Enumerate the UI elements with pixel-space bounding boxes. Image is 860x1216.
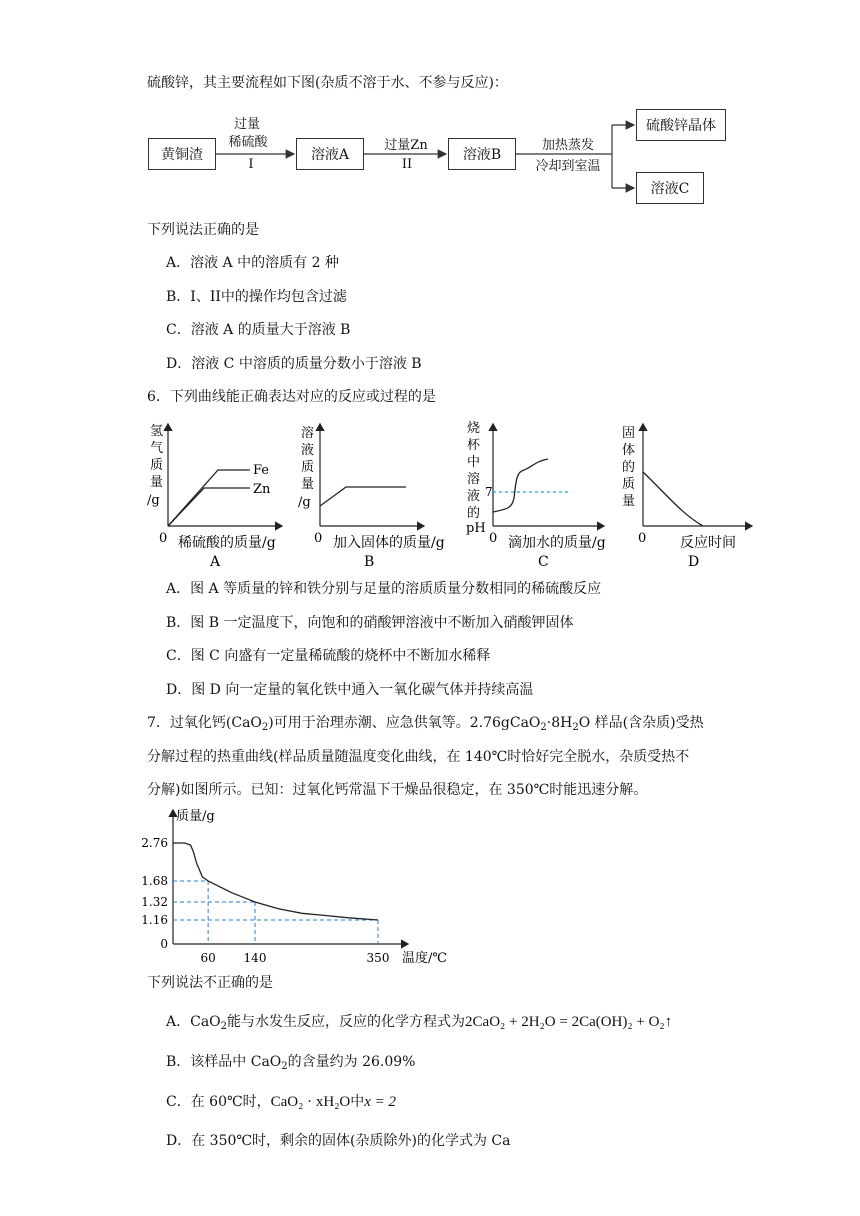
graph-c — [466, 420, 606, 570]
q7-line-3: 分解)如图所示。已知：过氧化钙常温下干燥品很稳定，在 350℃时能迅速分解。 — [147, 782, 648, 798]
tg-y-tick-label: 1.16 — [141, 913, 168, 927]
q5-option-a: A．溶液 A 中的溶质有 2 种 — [166, 255, 339, 271]
flow-box-raw: 黄铜渣 — [148, 138, 216, 170]
q7-opt-b-post: 的含量约为 26.09% — [287, 1054, 416, 1070]
flow-box-solution-b: 溶液B — [448, 138, 516, 170]
q7-sub-2: 2 — [540, 722, 547, 733]
graph-a — [147, 424, 282, 570]
tg-x-tick-labels — [201, 951, 390, 965]
graph-b-ylabel-3: 量 — [301, 477, 315, 492]
q7-opt-c-eq: x = 2 — [364, 1094, 397, 1110]
q7-line1-b: )可用于治理赤潮、应急供氧等。2.76gCaO — [268, 715, 541, 731]
graph-b-ylabel-2: 质 — [301, 460, 315, 475]
q7-option-a — [166, 1012, 672, 1032]
graph-c-ylabel-4: 液 — [467, 489, 481, 504]
q7-option-d: D．在 350℃时，剩余的固体(杂质除外)的化学式为 Ca — [166, 1133, 511, 1149]
graph-c-curve — [493, 459, 548, 512]
q7-opt-a-mid: 能与水发生反应，反应的化学方程式为 — [227, 1014, 466, 1030]
graph-c-ylabel-6: pH — [466, 521, 486, 536]
graph-d-origin: 0 — [638, 531, 647, 546]
graph-a-letter: A — [210, 554, 221, 570]
q7-opt-c-pre: C．在 60℃时， — [166, 1094, 271, 1110]
q7-line1-c: ·8H — [546, 715, 573, 731]
graph-b-letter: B — [364, 554, 375, 570]
q7-opt-c-formula: CaO₂ · xH₂O — [270, 1094, 351, 1110]
graph-b-ylabel-0: 溶 — [301, 426, 315, 441]
q6-option-b: B．图 B 一定温度下，向饱和的硝酸钾溶液中不断加入硝酸钾固体 — [166, 615, 574, 631]
q7-option-b — [166, 1052, 416, 1072]
q7-opt-b-pre: B．该样品中 CaO — [166, 1054, 282, 1070]
tg-xlabel: 温度/℃ — [402, 951, 447, 966]
graph-d-ylabel-2: 的 — [622, 460, 636, 475]
graph-b-xlabel: 加入固体的质量/g — [333, 535, 445, 551]
flow-box-solution-c: 溶液C — [636, 172, 704, 204]
q7-line-1 — [147, 713, 704, 733]
q7-opt-b-sub: 2 — [281, 1061, 288, 1072]
graph-b — [298, 424, 445, 570]
flow-box-crystal: 硫酸锌晶体 — [636, 109, 726, 141]
q7-opt-a-equation: 2CaO₂ + 2H₂O = 2Ca(OH)₂ + O₂↑ — [465, 1014, 673, 1030]
graph-b-line — [320, 487, 406, 506]
q5-option-d: D．溶液 C 中溶质的质量分数小于溶液 B — [166, 356, 422, 372]
graph-a-ylabel-4: /g — [147, 493, 160, 508]
graph-c-ylabel-3: 溶 — [467, 472, 481, 487]
q7-line1-d: O 样品(含杂质)受热 — [578, 715, 704, 731]
graph-c-xlabel: 滴加水的质量/g — [508, 535, 606, 551]
q6-graphs — [0, 410, 860, 570]
graph-c-ylabel-5: 的 — [467, 506, 481, 521]
graph-a-zn-label: Zn — [253, 482, 271, 497]
graph-b-origin: 0 — [314, 531, 323, 546]
tg-chart — [130, 802, 460, 972]
q5-option-c: C．溶液 A 的质量大于溶液 B — [166, 322, 351, 338]
graph-a-origin: 0 — [159, 531, 168, 546]
q6-option-d: D．图 D 向一定量的氧化铁中通入一氧化碳气体并持续高温 — [166, 682, 534, 698]
tg-y-tick-label: 1.68 — [141, 874, 168, 888]
tg-x-tick-label: 350 — [366, 951, 390, 965]
graph-c-ylabel-0: 烧 — [467, 421, 481, 436]
flow-step2-top: 过量Zn — [384, 138, 428, 153]
q7-sub-3: 2 — [572, 722, 579, 733]
flow-step1-mid: 稀硫酸 — [228, 135, 268, 150]
flow-step1-num: I — [248, 157, 254, 172]
graph-c-ylabel-1: 杯 — [467, 438, 481, 453]
graph-a-ylabel-2: 质 — [150, 458, 164, 473]
tg-guides — [173, 881, 378, 944]
flow-box-solution-a: 溶液A — [296, 138, 364, 170]
flow-step3-top: 加热蒸发 — [541, 138, 594, 153]
graph-d-ylabel-1: 体 — [622, 443, 636, 458]
q5-option-b: B．I、II中的操作均包含过滤 — [166, 289, 347, 305]
graph-b-ylabel-1: 液 — [301, 443, 315, 458]
graph-d-curve — [643, 472, 703, 526]
graph-c-tick-7: 7 — [485, 485, 493, 499]
tg-x-tick-label: 60 — [200, 951, 216, 965]
graph-c-ylabel-2: 中 — [467, 455, 481, 470]
tg-y-tick-label: 1.32 — [141, 895, 168, 909]
graph-a-fe-line — [168, 470, 250, 526]
graph-a-ylabel-3: 量 — [150, 475, 164, 490]
graph-d-ylabel-0: 固 — [622, 426, 636, 441]
graph-d-xlabel: 反应时间 — [680, 535, 736, 551]
graph-d-ylabel-3: 质 — [622, 477, 636, 492]
q7-opt-c-mid: 中 — [350, 1094, 365, 1110]
q5-stem: 下列说法正确的是 — [147, 222, 259, 238]
graph-a-fe-label: Fe — [253, 463, 270, 478]
graph-a-ylabel-1: 气 — [150, 441, 164, 456]
tg-y-tick-labels — [141, 836, 168, 951]
q7-opt-a-pre: A．CaO — [166, 1014, 221, 1030]
tg-x-tick-label: 140 — [243, 951, 267, 965]
graph-a-xlabel: 稀硫酸的质量/g — [178, 535, 276, 551]
q6-option-c: C．图 C 向盛有一定量稀硫酸的烧杯中不断加水稀释 — [166, 648, 491, 664]
graph-d-ylabel-4: 量 — [622, 494, 636, 509]
graph-d-letter: D — [688, 554, 700, 570]
flow-step2-num: II — [401, 157, 413, 172]
flow-step3-bottom: 冷却到室温 — [535, 159, 601, 174]
tg-ylabel: 质量/g — [176, 809, 215, 824]
graph-c-letter: C — [538, 554, 549, 570]
tg-y-tick-label: 0 — [160, 937, 168, 951]
graph-d — [622, 424, 752, 570]
flow-arrows — [0, 0, 860, 220]
tg-y-tick-label: 2.76 — [141, 836, 168, 850]
graph-c-origin: 0 — [489, 531, 498, 546]
q6-stem: 6．下列曲线能正确表达对应的反应或过程的是 — [147, 389, 436, 405]
graph-a-zn-line — [168, 488, 250, 526]
graph-b-ylabel-4: /g — [298, 495, 311, 510]
intro-line: 硫酸锌，其主要流程如下图(杂质不溶于水、不参与反应)： — [147, 75, 508, 91]
q6-option-a: A．图 A 等质量的锌和铁分别与足量的溶质质量分数相同的稀硫酸反应 — [166, 581, 602, 597]
q7-chart-stem: 下列说法不正确的是 — [147, 975, 273, 991]
graph-a-ylabel-0: 氢 — [150, 424, 164, 439]
q7-line1-a: 7．过氧化钙(CaO — [147, 715, 262, 731]
q7-option-c — [166, 1092, 396, 1112]
q7-opt-a-sub: 2 — [220, 1021, 228, 1032]
flow-step1-top: 过量 — [233, 117, 260, 132]
q7-line-2: 分解过程的热重曲线(样品质量随温度变化曲线，在 140℃时恰好完全脱水，杂质受热不 — [147, 749, 690, 765]
q7-sub-1: 2 — [261, 722, 269, 733]
